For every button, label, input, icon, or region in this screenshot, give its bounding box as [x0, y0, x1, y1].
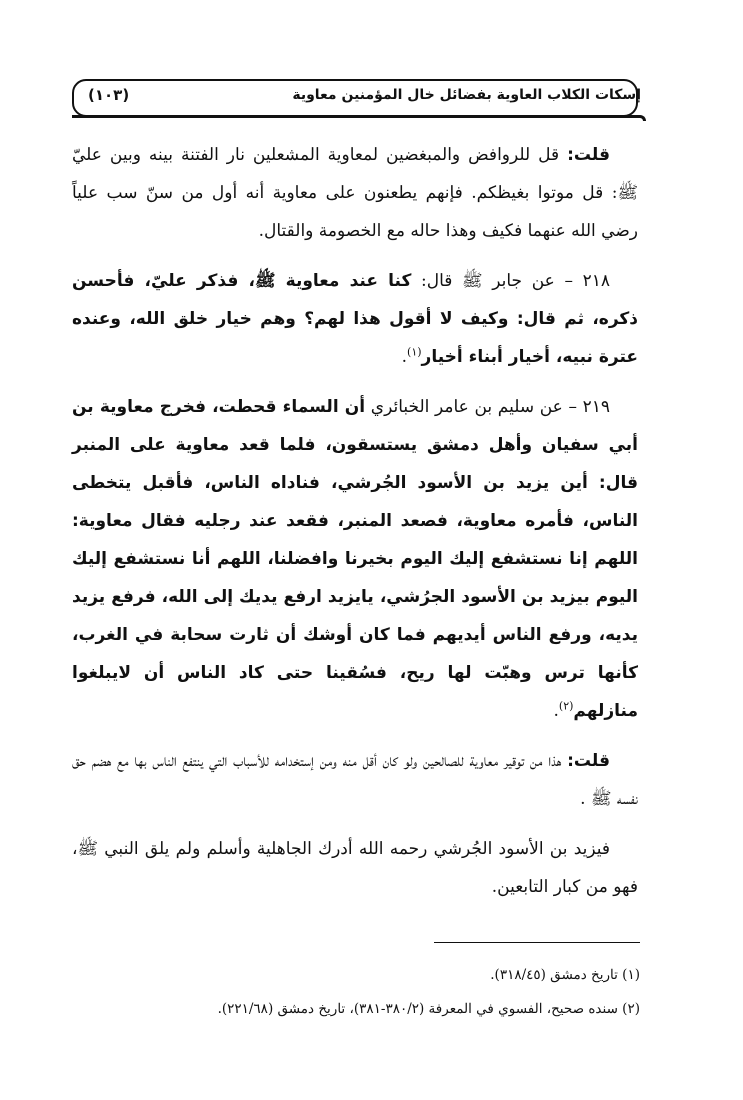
hadith-218-text: كنا عند معاوية ﷺ، فذكر عليّ، فأحسن ذكره، ثم قال: وكيف لا أقول هذا لهم؟ وهم خيار خلق الله، وعنده عترة نبيه، أخيار أبناء أخيار — [72, 271, 638, 367]
paragraph-1-text: قل للروافض والمبغضين لمعاوية المشعلين نار الفتنة بينه وبين عليّ ﷺ: قل موتوا بغيظكم. فإنهم يطعنون على معاوية أنه أول من سنّ سب علياً رضي الله عنهما فكيف وهذا حاله مع الخصومة والقتال. — [72, 145, 638, 241]
hadith-219-end: . — [553, 701, 559, 721]
paragraph-2 — [72, 262, 638, 376]
footnote-2: (٢) سنده صحيح، الفسوي في المعرفة (٣٨٠/٢-٣٨١)، تاريخ دمشق (٢٢١/٦٨). — [217, 1001, 640, 1017]
header-rule — [72, 115, 646, 121]
hadith-218-end: . — [401, 347, 408, 367]
footnote-ref-2[interactable]: (٢) — [558, 699, 574, 713]
footnote-1: (١) تاريخ دمشق (٣١٨/٤٥). — [490, 967, 640, 983]
paragraph-1 — [72, 136, 638, 250]
footnotes — [120, 958, 640, 1026]
hadith-219-text: أن السماء قحطت، فخرج معاوية بن أبي سفيان وأهل دمشق يستسقون، فلما قعد معاوية على المنبر قال: أين يزيد بن الأسود الجُرشي، فناداه الناس، فأقبل يتخطى الناس، فأمره معاوية، فصعد المنبر، فقعد عند رجليه فقال معاوية: اللهم إنا نستشفع إليك اليوم بخيرنا وافضلنا، اللهم أنا نستشفع إليك اليوم بيزيد بن الأسود الجرُشي، يايزيد ارفع يديك إلى الله، فرفع يزيد يديه، ورفع الناس أيديهم فما كان أوشك أن ثارت سحابة في الغرب، كأنها ترس وهبّت لها ريح، فسُقينا حتى كاد الناس أن لايبلغوا منازلهم — [72, 397, 638, 721]
qultu-lead-2: قلت: — [567, 751, 610, 771]
running-header-title: إسكات الكلاب العاوية بفضائل خال المؤمنين معاوية — [292, 87, 641, 103]
hadith-218-intro: ٢١٨ – عن جابر ﷺ قال: — [411, 271, 611, 291]
qultu-lead: قلت: — [567, 145, 610, 165]
paragraph-4-text: هذا من توقير معاوية للصالحين ولو كان أقل منه ومن إستخدامه للأسباب التي ينتفع الناس بها مع هضم حق نفسه ﷺ . — [72, 751, 638, 809]
footnote-divider — [434, 942, 640, 943]
paragraph-5-text: فيزيد بن الأسود الجُرشي رحمه الله أدرك الجاهلية وأسلم ولم يلق النبي ﷺ، فهو من كبار التابعين. — [72, 839, 638, 897]
page-number: (١٠٣) — [88, 86, 130, 104]
hadith-219-intro: ٢١٩ – عن سليم بن عامر الخبائري — [365, 397, 610, 417]
footnote-ref-1[interactable]: (١) — [407, 345, 422, 359]
paragraph-5 — [72, 830, 638, 906]
main-text — [72, 136, 638, 918]
paragraph-4 — [72, 742, 638, 818]
paragraph-3 — [72, 388, 638, 730]
